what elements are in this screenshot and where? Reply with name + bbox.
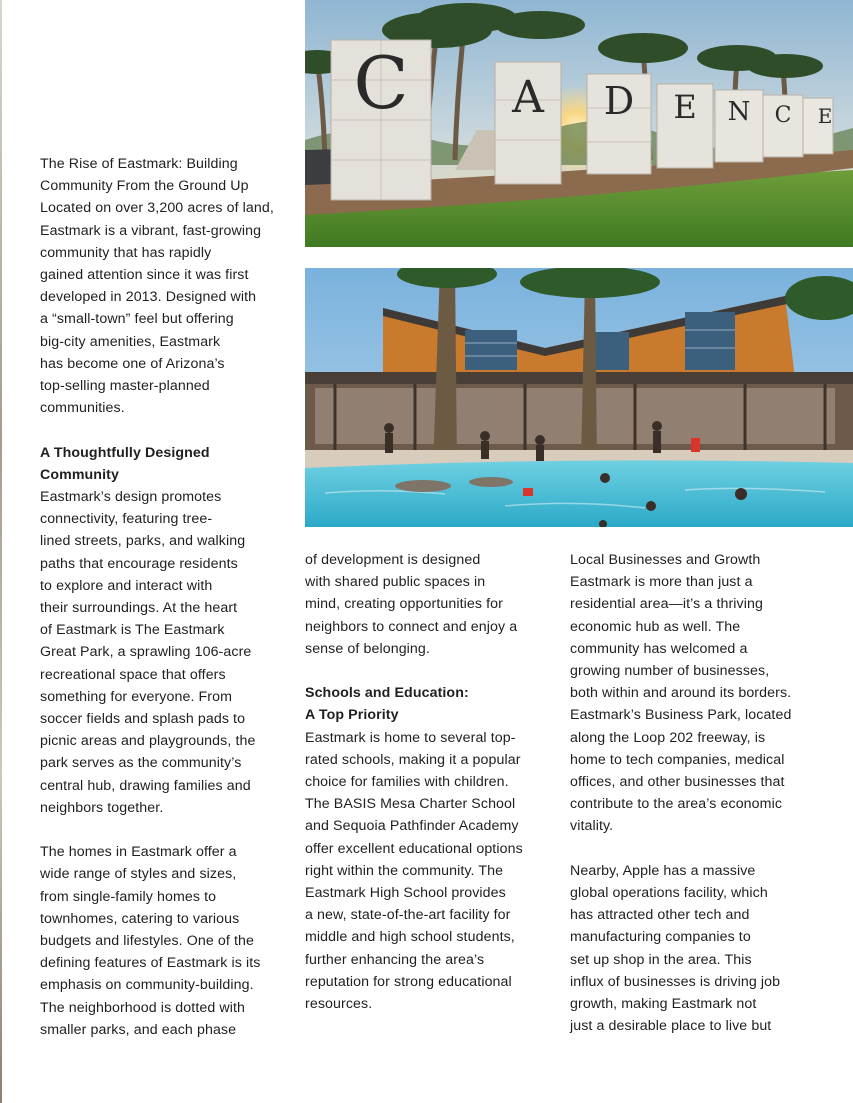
sign-letter: D [603,79,635,123]
text-line: Community From the Ground Up [40,178,249,195]
text-line: neighbors together. [40,799,164,816]
section-heading: A Thoughtfully Designed [40,444,210,461]
text-line: with shared public spaces in [305,574,486,591]
community-pool-photo [305,268,853,527]
text-line: developed in 2013. Designed with [40,289,257,306]
text-line: Eastmark’s Business Park, located [570,707,792,724]
text-line: communities. [40,400,125,417]
text-line: The BASIS Mesa Charter School [305,796,516,813]
text-line: from single-family homes to [40,888,217,905]
text-line: both within and around its borders. [570,685,792,702]
text-line: central hub, drawing families and [40,777,251,794]
text-line: The neighborhood is dotted with [40,999,246,1016]
text-line: further enhancing the area’s [305,951,485,968]
text-line: growing number of businesses, [570,663,770,680]
cadence-sign-photo [305,0,853,247]
text-line: connectivity, featuring tree- [40,511,213,528]
text-line: reputation for strong educational [305,973,512,990]
text-line: choice for families with children. [305,774,509,791]
text-line: lined streets, parks, and walking [40,533,246,550]
section-heading: Community [40,466,119,483]
text-line: something for everyone. From [40,688,233,705]
text-line: Eastmark is more than just a [570,574,753,591]
text-line: soccer fields and splash pads to [40,711,246,728]
text-column-3 [570,549,830,1037]
text-line: community that has rapidly [40,244,212,261]
text-line: a “small-town” feel but offering [40,311,234,328]
text-line: big-city amenities, Eastmark [40,333,221,350]
text-column-1 [40,153,295,1041]
text-line: manufacturing companies to [570,929,751,946]
text-line: Great Park, a sprawling 106-acre [40,644,252,661]
text-line: a new, state-of-the-art facility for [305,907,511,924]
text-line: emphasis on community-building. [40,977,254,994]
text-line: resources. [305,996,373,1013]
text-line: just a desirable place to live but [570,1018,772,1035]
text-line: budgets and lifestyles. One of the [40,933,254,950]
text-line: has become one of Arizona’s [40,355,225,372]
text-line: Eastmark is home to several top- [305,729,516,746]
text-line: Eastmark is a vibrant, fast-growing [40,222,262,239]
text-line: right within the community. The [305,862,504,879]
text-line: their surroundings. At the heart [40,600,238,617]
text-line: neighbors to connect and enjoy a [305,618,518,635]
text-line: home to tech companies, medical [570,751,785,768]
text-line: Located on over 3,200 acres of land, [40,200,274,217]
text-line: rated schools, making it a popular [305,751,521,768]
text-line: vitality. [570,818,614,835]
text-line: Eastmark’s design promotes [40,489,222,506]
section-heading: Schools and Education: [305,685,469,702]
text-line: of development is designed [305,552,481,568]
text-line: Eastmark High School provides [305,885,506,902]
text-line: Nearby, Apple has a massive [570,862,756,879]
development-paragraph [305,549,550,660]
sign-letter: N [727,97,751,127]
text-line: community has welcomed a [570,640,748,657]
text-line: influx of businesses is driving job [570,973,781,990]
text-line: economic hub as well. The [570,618,741,635]
text-line: contribute to the area’s economic [570,796,783,813]
text-line: top-selling master-planned [40,378,210,395]
intro-paragraph [40,153,295,419]
text-line: offer excellent educational options [305,840,523,857]
text-line: of Eastmark is The Eastmark [40,622,225,639]
text-line: The homes in Eastmark offer a [40,844,237,861]
page-edge-strip [0,0,2,1103]
text-line: residential area—it’s a thriving [570,596,763,613]
text-line: townhomes, catering to various [40,910,240,927]
schools-paragraph [305,727,550,1016]
text-line: sense of belonging. [305,640,430,657]
text-line: to explore and interact with [40,577,213,594]
text-line: set up shop in the area. This [570,951,752,968]
design-paragraph [40,486,295,819]
sign-letter: C [353,41,409,125]
text-line: paths that encourage residents [40,555,238,572]
text-line: picnic areas and playgrounds, the [40,733,256,750]
sign-letter: C [774,103,792,128]
text-line: offices, and other businesses that [570,774,785,791]
homes-paragraph [40,841,295,1041]
text-line: defining features of Eastmark is its [40,955,261,972]
text-line: smaller parks, and each phase [40,1021,237,1038]
text-line: global operations facility, which [570,885,768,902]
text-line: and Sequoia Pathfinder Academy [305,818,519,835]
text-line: park serves as the community’s [40,755,242,772]
text-line: growth, making Eastmark not [570,996,757,1013]
section-heading: A Top Priority [305,707,399,724]
business-paragraph [570,549,830,838]
text-line: wide range of styles and sizes, [40,866,237,883]
text-line: Local Businesses and Growth [570,552,761,568]
text-line: has attracted other tech and [570,907,750,924]
text-line: gained attention since it was first [40,267,249,284]
sign-letter: E [673,88,697,126]
text-line: middle and high school students, [305,929,515,946]
text-line: along the Loop 202 freeway, is [570,729,766,746]
sign-letter: A [512,72,544,123]
sign-letter: E [817,104,833,128]
apple-paragraph [570,860,830,1038]
text-column-2 [305,549,550,1015]
text-line: mind, creating opportunities for [305,596,503,613]
text-line: The Rise of Eastmark: Building [40,156,238,172]
text-line: recreational space that offers [40,666,226,683]
